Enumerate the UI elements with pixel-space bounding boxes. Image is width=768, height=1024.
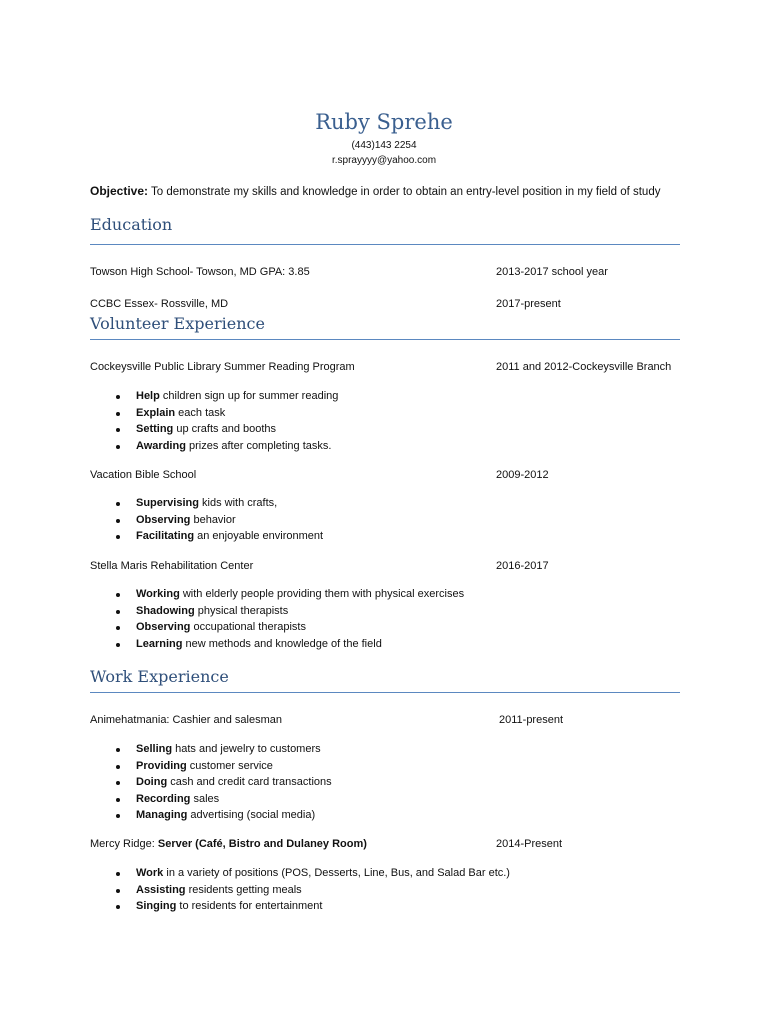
bullet-list — [112, 588, 672, 654]
resume-name: Ruby Sprehe — [315, 110, 453, 134]
entry-date: 2017-present — [496, 298, 561, 310]
entry-place: Mercy Ridge: Server (Café, Bistro and Dulaney Room) — [90, 838, 367, 850]
work-entry — [90, 838, 690, 852]
list-item: Awarding prizes after completing tasks. — [112, 440, 672, 457]
volunteer-entry — [90, 361, 690, 375]
bullet-list — [112, 390, 672, 456]
objective-label: Objective: — [90, 184, 149, 198]
section-title-education: Education — [90, 215, 173, 234]
list-item: Managing advertising (social media) — [112, 809, 672, 826]
entry-date: 2009-2012 — [496, 469, 549, 481]
list-item: Setting up crafts and booths — [112, 423, 672, 440]
list-item: Singing to residents for entertainment — [112, 900, 672, 917]
list-item: Facilitating an enjoyable environment — [112, 530, 672, 547]
entry-date: 2014-Present — [496, 838, 563, 850]
list-item: Help children sign up for summer reading — [112, 390, 672, 407]
objective — [90, 184, 690, 198]
section-divider — [90, 339, 680, 340]
entry-place: Vacation Bible School — [90, 469, 197, 481]
entry-place: Stella Maris Rehabilitation Center — [90, 560, 254, 572]
list-item: Selling hats and jewelry to customers — [112, 743, 672, 760]
work-entry — [90, 714, 690, 728]
list-item: Explain each task — [112, 407, 672, 424]
list-item: Providing customer service — [112, 760, 672, 777]
section-title-volunteer: Volunteer Experience — [90, 314, 265, 333]
list-item: Learning new methods and knowledge of the field — [112, 638, 672, 655]
education-entry — [90, 298, 690, 312]
entry-date: 2011-present — [499, 714, 564, 726]
entry-place: CCBC Essex- Rossville, MD — [90, 298, 229, 310]
entry-date: 2016-2017 — [496, 560, 549, 572]
education-entry — [90, 266, 690, 280]
list-item: Recording sales — [112, 793, 672, 810]
section-title-work: Work Experience — [90, 667, 229, 686]
entry-place: Towson High School- Towson, MD GPA: 3.85 — [90, 266, 310, 278]
list-item: Observing behavior — [112, 514, 672, 531]
section-divider — [90, 244, 680, 245]
list-item: Work in a variety of positions (POS, Desserts, Line, Bus, and Salad Bar etc.) — [112, 867, 672, 884]
list-item: Doing cash and credit card transactions — [112, 776, 672, 793]
list-item: Shadowing physical therapists — [112, 605, 672, 622]
objective-text: To demonstrate my skills and knowledge in order to obtain an entry-level position in my field of study — [148, 186, 661, 198]
bullet-list — [112, 497, 672, 547]
bullet-list — [112, 743, 672, 826]
entry-place: Animehatmania: Cashier and salesman — [90, 714, 282, 726]
list-item: Working with elderly people providing them with physical exercises — [112, 588, 672, 605]
volunteer-entry — [90, 560, 690, 574]
email-address: r.sprayyyy@yahoo.com — [331, 155, 437, 166]
list-item: Supervising kids with crafts, — [112, 497, 672, 514]
entry-date: 2013-2017 school year — [496, 266, 608, 278]
entry-place: Cockeysville Public Library Summer Reading Program — [90, 361, 355, 373]
list-item: Assisting residents getting meals — [112, 884, 672, 901]
list-item: Observing occupational therapists — [112, 621, 672, 638]
section-divider — [90, 692, 680, 693]
entry-date: 2011 and 2012-Cockeysville Branch — [496, 361, 672, 373]
volunteer-entry — [90, 469, 690, 483]
phone-number: (443)143 2254 — [351, 140, 417, 151]
bullet-list — [112, 867, 672, 917]
